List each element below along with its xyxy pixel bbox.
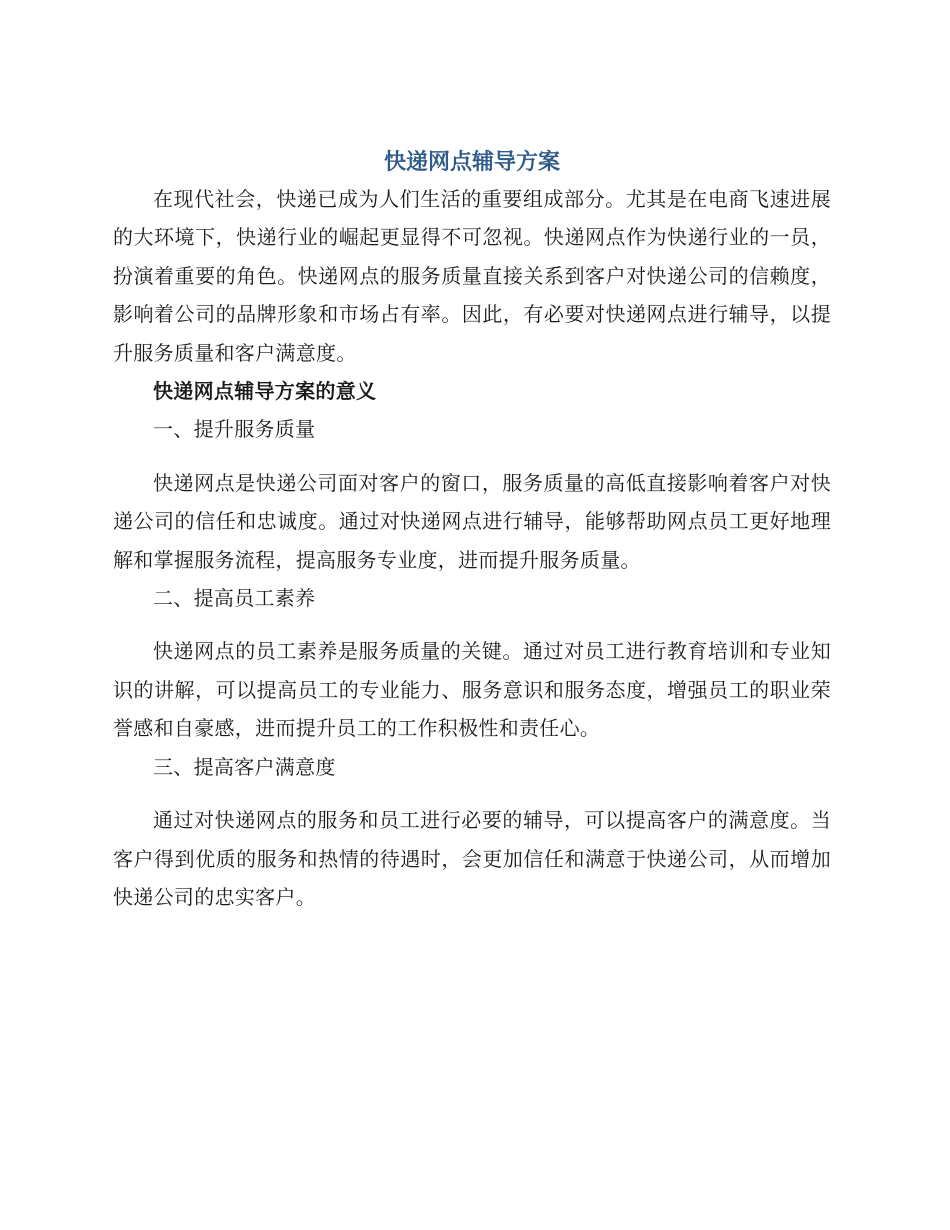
section-body-3: 通过对快递网点的服务和员工进行必要的辅导，可以提高客户的满意度。当客户得到优质的服务和热情的待遇时，会更加信任和满意于快递公司，从而增加快递公司的忠实客户。 — [113, 808, 831, 909]
section-heading-1: 一、提升服务质量 — [153, 417, 316, 442]
section-heading-2: 二、提高员工素养 — [153, 586, 316, 611]
section-body-2: 快递网点的员工素养是服务质量的关键。通过对员工进行教育培训和专业知识的讲解，可以提高员工的专业能力、服务意识和服务态度，增强员工的职业荣誉感和自豪感，进而提升员工的工作积极性和责任心。 — [113, 639, 831, 741]
document-title: 快递网点辅导方案 — [383, 150, 560, 175]
section-body-1: 快递网点是快递公司面对客户的窗口，服务质量的高低直接影响着客户对快递公司的信任和忠诚度。通过对快递网点进行辅导，能够帮助网点员工更好地理解和掌握服务流程，提高服务专业度，进而提升服务质量。 — [113, 470, 831, 572]
significance-heading: 快递网点辅导方案的意义 — [153, 379, 377, 404]
document-body — [113, 146, 831, 916]
section-heading-3: 三、提高客户满意度 — [153, 754, 336, 779]
intro-paragraph: 在现代社会，快递已成为人们生活的重要组成部分。尤其是在电商飞速进展的大环境下，快递行业的崛起更显得不可忽视。快递网点作为快递行业的一员，扮演着重要的角色。快递网点的服务质量直接关系到客户对快递公司的信赖度，影响着公司的品牌形象和市场占有率。因此，有必要对快递网点进行辅导，以提升服务质量和客户满意度。 — [113, 187, 831, 365]
